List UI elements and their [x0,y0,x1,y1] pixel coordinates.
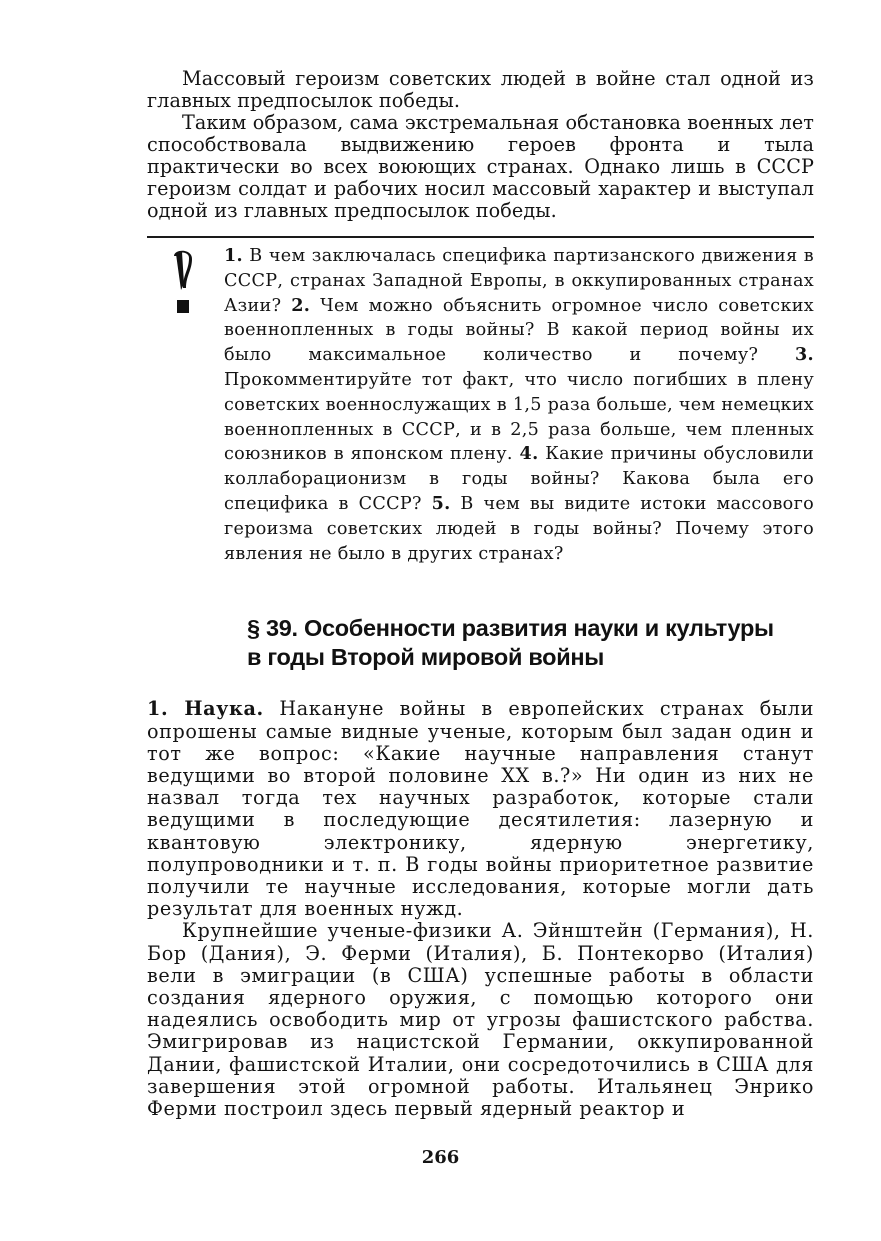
question-number: 1. [224,245,243,266]
section-heading [247,614,814,672]
question-number: 4. [519,443,539,465]
question-number: 5. [431,492,451,514]
section-heading-line-2: в годы Второй мировой войны [247,644,605,671]
page-number: 266 [421,1147,460,1168]
question-mark-icon [173,250,193,320]
question-text: В чем вы видите истоки массового героизма советских людей в годы войны? Почему этого явления не было в других странах? [224,493,814,564]
science-paragraph-1-text: Накануне войны в европейских странах были опрошены самые видные ученые, которым был задан один и тот же вопрос: «Какие научные направления станут ведущими во второй половине XX в.?» Ни один из них не назвал тогда тех научных разработок, которые стали ведущими в последующие десятилетия: лазерную и квантовую электронику, ядерную энергетику, полупроводники и т. п. В годы войны приоритетное развитие получили те научные исследования, которые могли дать результат для военных нужд. [147,697,814,921]
review-questions [147,244,814,566]
question-number: 2. [291,294,311,316]
science-paragraph-1 [147,698,814,920]
science-paragraph-2: Крупнейшие ученые-физики А. Эйнштейн (Германия), Н. Бор (Дания), Э. Ферми (Италия), Б. Понтекорво (Италия) вели в эмиграции (в США) успешные работы в области создания ядерного оружия, с помощью которого они надеялись освободить мир от угрозы фашистского рабства. Эмигрировав из нацистской Германии, оккупированной Дании, фашистской Италии, они сосредоточились в США для завершения этой огромной работы. Итальянец Энрико Ферми построил здесь первый ядерный реактор и [147,919,814,1121]
subsection-title: 1. Наука. [147,697,264,721]
section-divider [147,236,814,238]
question-text: В чем заключалась специфика партизанского движения в СССР, странах Западной Европы, в оккупированных странах Азии? [224,246,814,316]
intro-paragraph-1: Массовый героизм советских людей в войне стал одной из главных предпосылок победы. [147,67,814,112]
section-heading-line-1: § 39. Особенности развития науки и культуры [247,615,774,642]
question-text: Какие причины обусловили коллаборационизм в годы войны? Какова была его специфика в СССР? [224,444,814,514]
questions-text [224,244,814,566]
science-section [147,698,814,1120]
page-content [147,68,814,1120]
question-text: Прокомментируйте тот факт, что число погибших в плену советских военнослужащих в 1,5 раза больше, чем немецких военнопленных в СССР, и в 2,5 раза больше, чем пленных союзников в японском плену. [224,369,814,465]
question-text: Чем можно объяснить огромное число советских военнопленных в годы войны? В какой период войны их было максимальное количество и почему? [224,295,814,366]
question-number: 3. [795,344,814,366]
intro-paragraph-2: Таким образом, сама экстремальная обстановка военных лет способствовала выдвижению героев фронта и тыла практически во всех воюющих странах. Однако лишь в СССР героизм солдат и рабочих носил массовый характер и выступал одной из главных предпосылок победы. [147,111,814,222]
